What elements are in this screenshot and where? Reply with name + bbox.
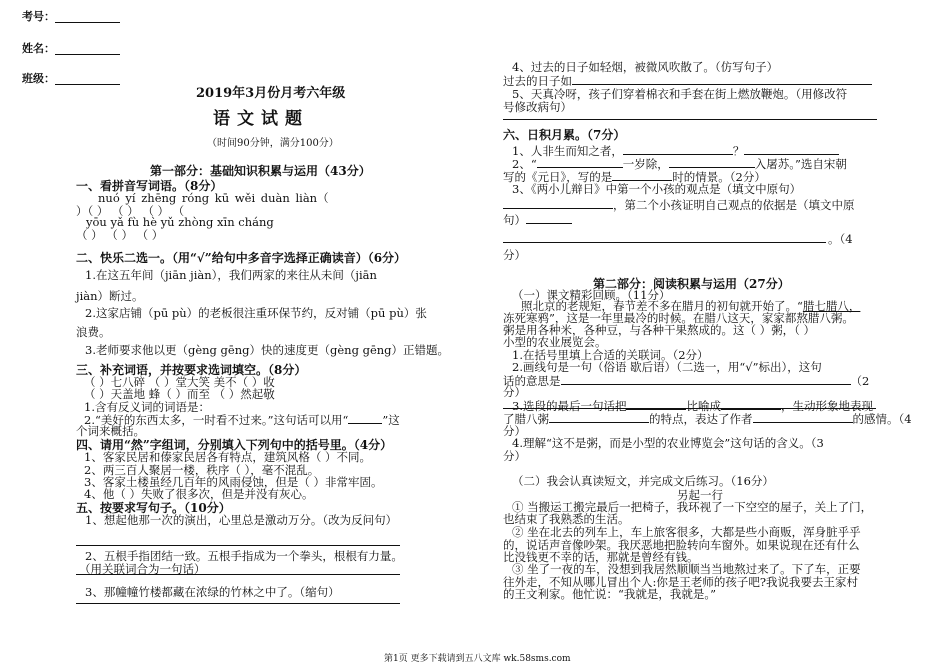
s3-q2: 2.“美好的东西太多，一时看不过来。”这句话可以用“ ”这 xyxy=(84,413,400,427)
s5-q3: 3、那幢幢竹楼都藏在浓绿的竹林之中了。（缩句） xyxy=(85,585,340,599)
exam-title: 2019年3月份月考六年级 xyxy=(196,86,346,101)
s3-q1: 1.含有反义词的词语是： xyxy=(84,400,210,414)
s2-q1-cont: jiàn）断过。 xyxy=(76,289,144,303)
reading1-p3: 粥是用各种米，各种豆，与各种干果熬成的。这（ ）粥，（ ） xyxy=(503,323,816,337)
s6-q3: 3、《两小儿辩日》中第一个小孩的观点是（填文中原句） xyxy=(512,182,802,196)
reading2-title: （二）我会认真读短文，并完成文后练习。（16分） xyxy=(512,474,774,488)
reading1-q2-cont2: 分） xyxy=(503,385,526,399)
s4-q2: 2、两三百人聚居一楼，秩序（ ），毫不混乱。 xyxy=(84,463,320,477)
s2-q2-cont: 浪费。 xyxy=(76,325,111,339)
s4-q3: 3、客家土楼虽经几百年的风雨侵蚀，但是（ ）非常牢固。 xyxy=(84,475,383,489)
page-footer: 第1页 更多下载请到五八文库 wk.58sms.com xyxy=(384,654,571,664)
pinyin-row-1: nuó yí zhēng róng kū wěi duàn liàn（ xyxy=(98,191,329,205)
reading1-q4-score: 分） xyxy=(503,449,526,463)
name-line xyxy=(55,54,120,55)
subject-title: 语文试题 xyxy=(213,109,309,129)
s6-score-cont: 分） xyxy=(503,248,526,262)
s5-q2-cont: （用关联词合为一句话） xyxy=(79,562,206,576)
reading2-p3: ③ 坐了一夜的车，没想到我居然顺顺当当地熬过来了。下了车，正要 xyxy=(512,562,861,576)
section5-title: 五、按要求写句子。（10分） xyxy=(76,501,231,515)
s3-row2: （ ）天盖地 蜂（ ）而至 （ ）然起敬 xyxy=(84,387,275,401)
reading2-p2c: 比没钱更不幸的话，那就是曾经有钱。 xyxy=(503,550,699,564)
reading1-title: （一）课文精彩回顾。（11分） xyxy=(512,288,671,302)
section2-title: 二、快乐二选一。（用“√”给句中多音字选择正确读音）（6分） xyxy=(76,251,407,265)
answer-line xyxy=(76,545,400,546)
s5-q2: 2、五根手指团结一致。五根手指成为一个拳头，根根有力量。 xyxy=(85,549,403,563)
s5-q1: 1、想起他那一次的演出，心里总是激动万分。（改为反问句） xyxy=(85,513,398,527)
class-label: 班级： xyxy=(22,72,55,85)
reading1-p1: 照北京的老规矩，春节差不多在腊月的初旬就开始了。“腊七腊八， xyxy=(521,299,861,313)
reading1-q3: 3.选段的最后一句话把 比喻成 ，生动形象地表现 xyxy=(512,399,873,413)
s4-q4: 4、他（ ）失败了很多次，但是并没有灰心。 xyxy=(84,487,314,501)
s2-q1: 1.在这五年间（jiān jiàn），我们两家的来往从未间（jiān xyxy=(85,268,377,282)
reading1-q3-score: 分） xyxy=(503,424,526,438)
name-label: 姓名： xyxy=(22,42,55,55)
answer-line xyxy=(503,242,826,243)
s6-q3-cont: ，第二个小孩证明自己观点的依据是（填文中原 xyxy=(503,197,855,213)
part2-title: 第二部分：阅读积累与运用（27分） xyxy=(593,277,790,291)
s6-score: 。（4 xyxy=(828,232,853,246)
reading2-p3c: 的王文利家。他忙说：“我就是，我就是。” xyxy=(503,587,717,601)
class-line xyxy=(55,84,120,85)
reading2-heading: 另起一行 xyxy=(677,488,723,502)
s5-q4-answer: 过去的日子如 xyxy=(503,73,872,89)
part1-title: 第一部分：基础知识积累与运用（43分） xyxy=(150,164,371,178)
s6-q3-cont2: 句） xyxy=(503,212,572,228)
reading1-p2: 冻死寒鸦”，这是一年里最冷的时候。在腊八这天，家家都熬腊八粥。 xyxy=(503,311,854,325)
s6-q1: 1、人非生而知之者， ？ xyxy=(512,143,839,159)
section4-title: 四、请用“然”字组词，分别填入下列句中的括号里。（4分） xyxy=(76,438,393,452)
s6-q2: 2、“ 一岁除， 入屠苏。”选自宋朝 xyxy=(512,157,847,171)
reading1-q2: 2.画线句是一句（俗语 歇后语）（二选一，用“√”标出），这句 xyxy=(512,360,822,374)
pinyin-row-2: yōu yǎ fù hè yǔ zhòng xīn cháng xyxy=(86,215,274,229)
exam-number-label: 考号： xyxy=(22,10,55,23)
s6-q2-cont: 写的《元日》，写的是 时的情景。（2分） xyxy=(503,170,766,184)
reading2-p1: ① 当搬运工搬完最后一把椅子，我环视了一下空空的屋子，关上了门， xyxy=(512,500,873,514)
answer-line xyxy=(503,119,877,120)
s2-q3: 3.老师要求他以更（gèng gēng）快的速度更（gèng gēng）正错题。 xyxy=(85,343,450,357)
reading2-p3b: 往外走，不知从哪儿冒出个人:你是王老师的孩子吧?我说我要去王家村 xyxy=(503,575,859,589)
reading2-p2: ② 坐在北去的列车上，车上旅客很多，大都是些小商贩，浑身脏乎乎 xyxy=(512,525,861,539)
reading2-p1b: 也结束了我熟悉的生活。 xyxy=(503,512,630,526)
bracket-row-1: ）（ ） （ ） （ ） （ xyxy=(76,204,185,218)
s3-q2-cont: 个词来概括。 xyxy=(76,424,145,438)
s4-q1: 1、客家民居和傣家民居各有特点，建筑风格（ ）不同。 xyxy=(84,450,371,464)
s3-row1: （ ）七八碎 （ ）堂大笑 美不（ ）收 xyxy=(84,375,275,389)
s5-q4: 4、过去的日子如轻烟，被微风吹散了。（仿写句子） xyxy=(512,60,779,74)
answer-line xyxy=(76,603,400,604)
reading1-q1: 1.在括号里填上合适的关联词。（2分） xyxy=(512,348,709,362)
s2-q2: 2.这家店铺（pū pù）的老板很注重环保节约，反对铺（pū pù）张 xyxy=(85,306,427,320)
exam-info: （时间90分钟，满分100分） xyxy=(207,138,339,149)
s5-q5-cont: 号修改病句） xyxy=(503,100,572,114)
answer-line xyxy=(76,574,400,575)
reading1-p4: 小型的农业展览会。 xyxy=(503,335,607,349)
section1-title: 一、看拼音写词语。（8分） xyxy=(76,179,223,193)
exam-number-line xyxy=(55,22,120,23)
reading2-p2b: 的，说话声音像吵架。我厌恶地把脸转向车窗外。如果说现在还有什么 xyxy=(503,538,860,552)
section6-title: 六、日积月累。（7分） xyxy=(503,128,626,142)
reading1-q4: 4.理解“这不是粥，而是小型的农业博览会”这句话的含义。（3 xyxy=(512,436,824,450)
s5-q5: 5、天真冷呀，孩子们穿着棉衣和手套在街上燃放鞭炮。（用修改符 xyxy=(512,87,848,101)
reading1-q3-cont: 了腊八粥 的特点，表达了作者 的感情。（4 xyxy=(503,412,912,426)
section3-title: 三、补充词语，并按要求选词填空。（8分） xyxy=(76,363,307,377)
reading1-q2-cont: 话的意思是 （2 xyxy=(503,374,870,388)
bracket-row-2: （ ） （ ） （ ） xyxy=(76,228,164,242)
